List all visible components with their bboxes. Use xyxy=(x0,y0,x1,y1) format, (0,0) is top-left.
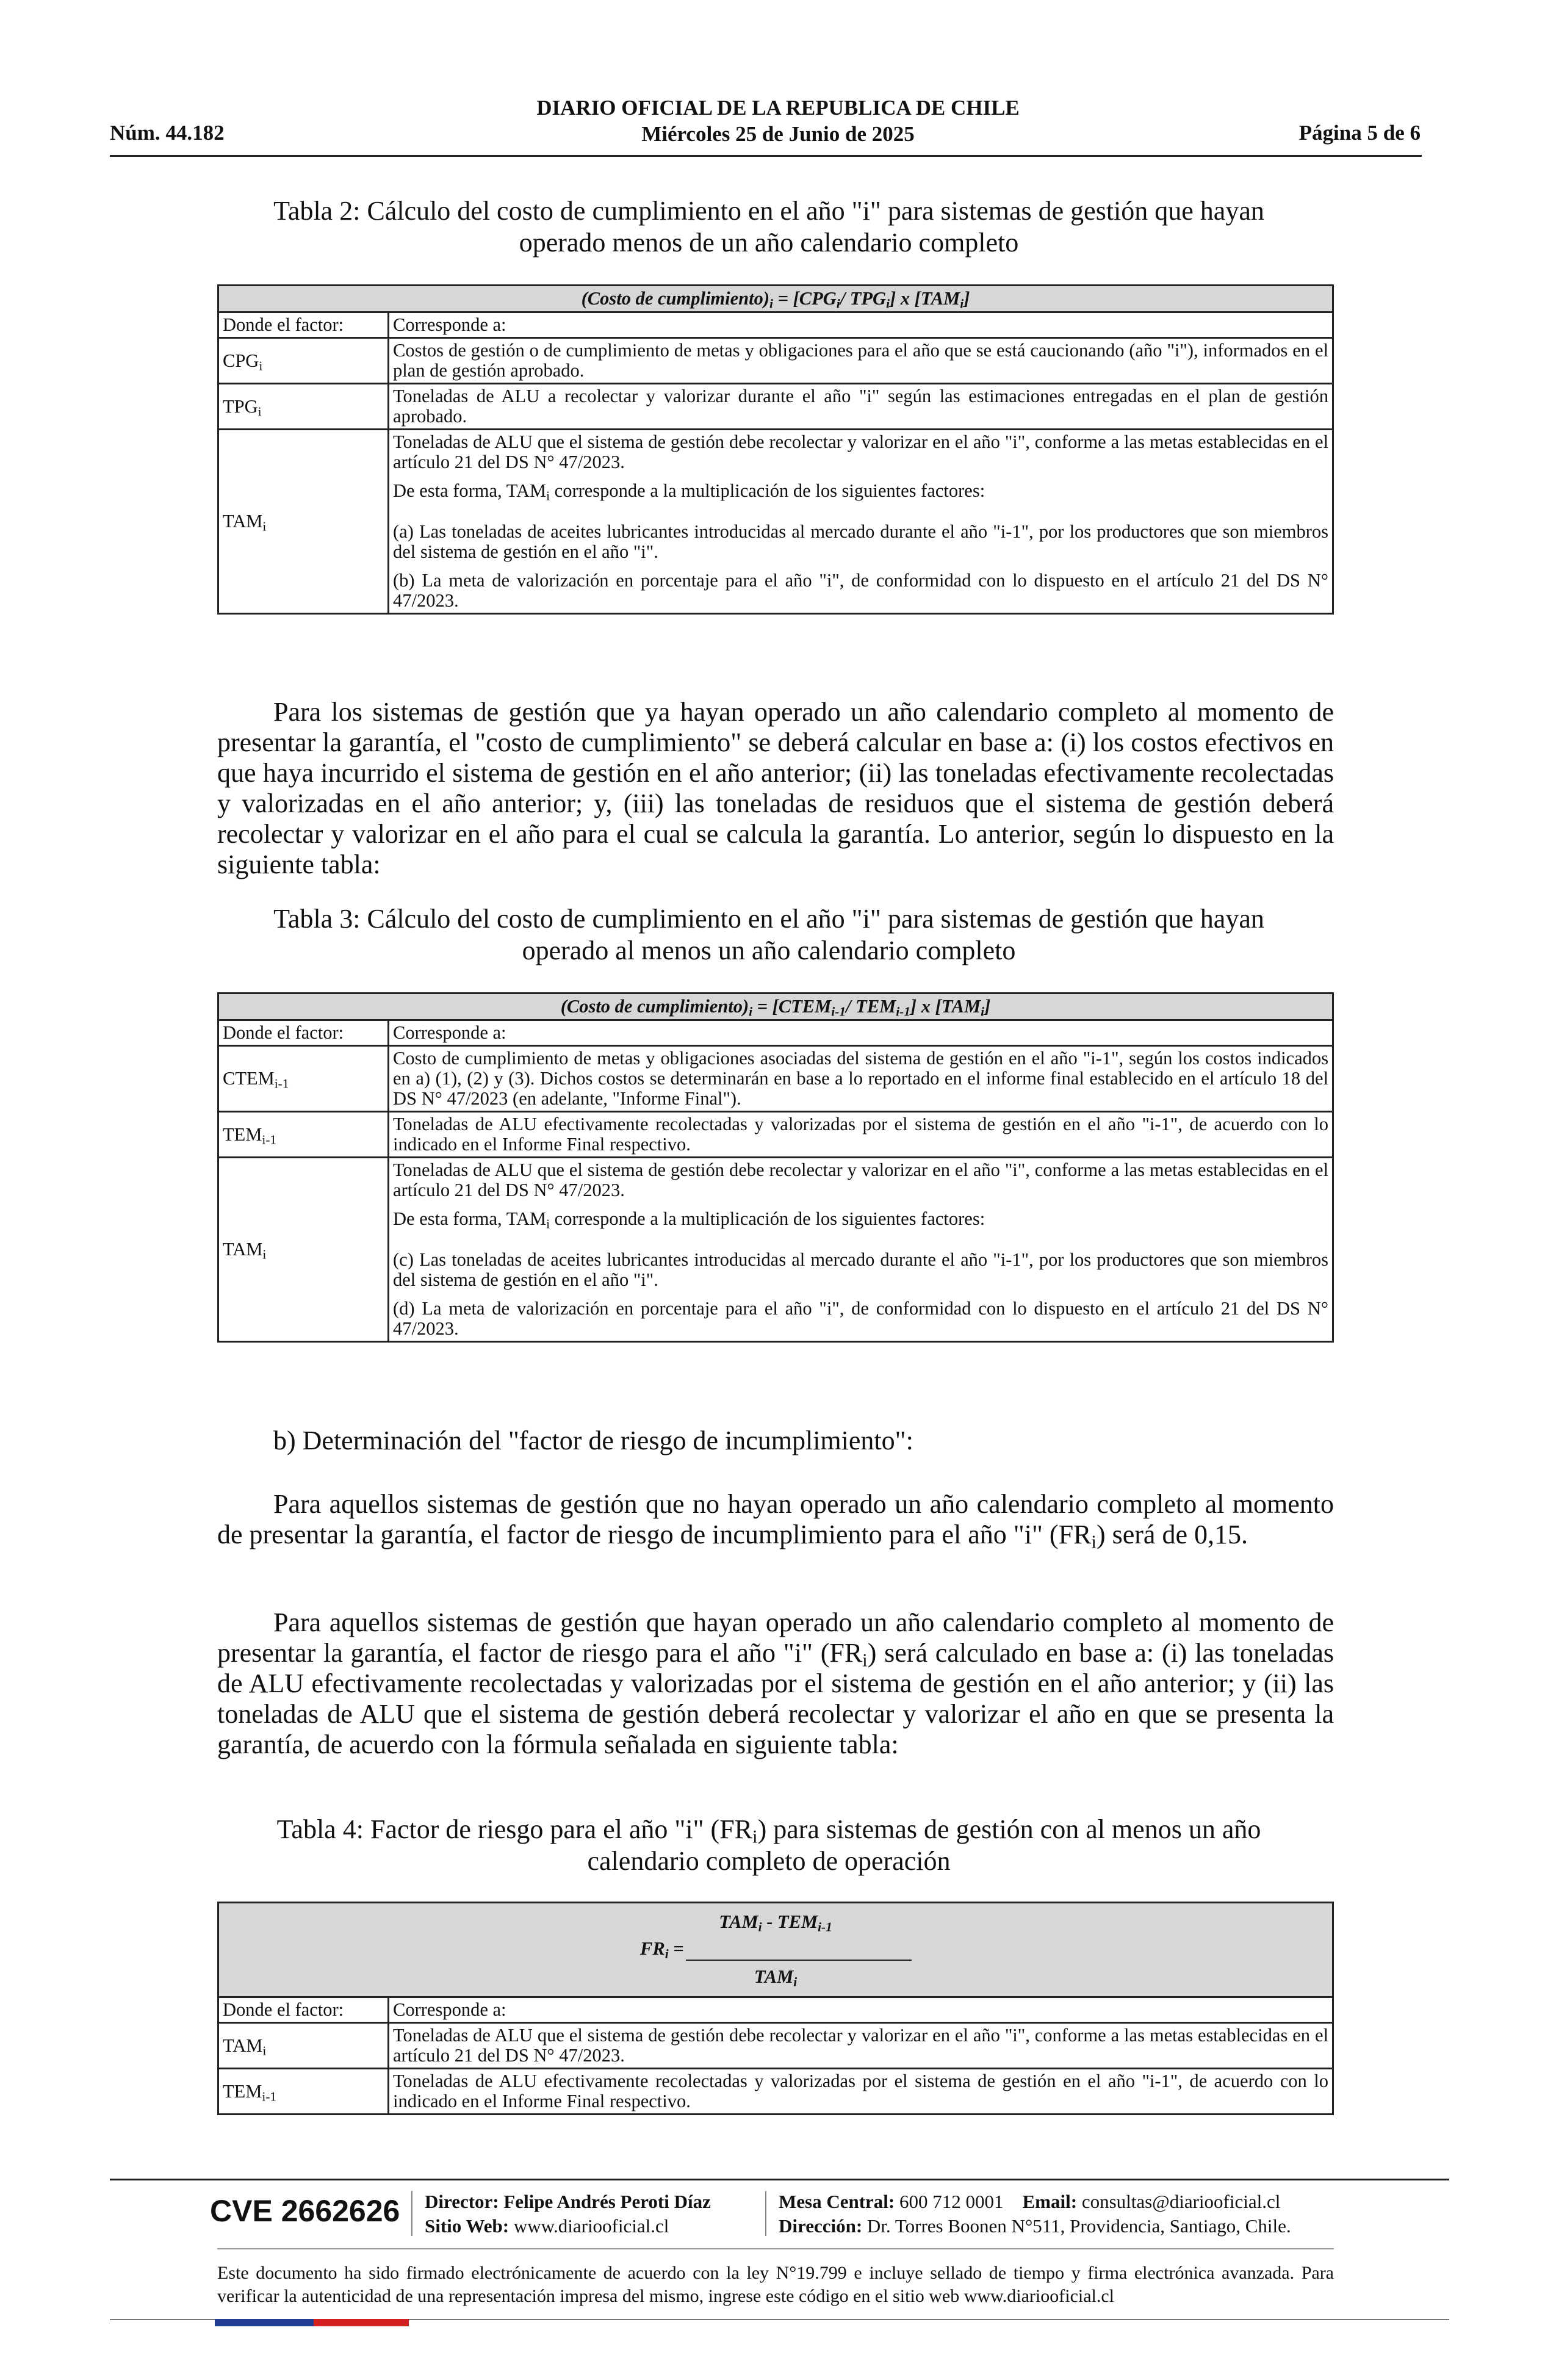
tabla2-formula: (Costo de $cumplimiento)_i = [CPG_i/$ $TPG_i$] x $[TAM_i]$ xyxy=(218,286,1333,312)
footer-director: Director: Felipe Andrés Peroti Díaz xyxy=(425,2191,711,2212)
tabla2-caption xyxy=(201,195,1336,259)
tabla2 xyxy=(217,284,1334,615)
desc-cell: Toneladas de ALU a recolectar y valorizar durante el año "i" según las estimaciones entregadas en el plan de gestión aprobado. xyxy=(389,384,1333,430)
fraction-bar xyxy=(686,1960,912,1961)
tabla4-formula xyxy=(218,1903,1333,1997)
web-link[interactable]: www.diariooficial.cl xyxy=(513,2215,669,2237)
factor-cell: $TAM_i$ xyxy=(218,1158,389,1342)
table-row xyxy=(218,430,1333,614)
tabla3 xyxy=(217,992,1334,1343)
footer-mid-rule xyxy=(217,2248,1334,2249)
flag-bar-blue xyxy=(215,2319,314,2326)
tabla2-caption-line1: Tabla 2: Cálculo del costo de cumplimiento en el año "i" para sistemas de gestión que hayan xyxy=(273,196,1264,226)
table-row xyxy=(218,338,1333,384)
cve-code: CVE 2662626 xyxy=(210,2194,400,2228)
formula-numerator: $TAM_i - TEM_{i-1}$ xyxy=(719,1911,832,1935)
table-row xyxy=(218,1046,1333,1112)
col-factor-header: Donde el factor: xyxy=(218,1020,389,1046)
footer-top-rule xyxy=(110,2179,1449,2180)
col-corresponde-header: Corresponde a: xyxy=(389,1997,1333,2023)
table-row xyxy=(218,1112,1333,1158)
desc-cell: Costos de gestión o de cumplimiento de metas y obligaciones para el año que se está caucionando (año "i"), informados en el plan de gestión aprobado. xyxy=(389,338,1333,384)
footer-legal-notice: Este documento ha sido firmado electrónicamente de acuerdo con la ley N°19.799 e incluye sellado de tiempo y firma electrónica avanzada. Para verificar la autenticidad de una representación impresa del mismo, ingrese este código en el sitio web www.diariooficial.cl xyxy=(217,2263,1334,2306)
tabla2-caption-line2: operado menos de un año calendario completo xyxy=(519,228,1019,258)
footer-separator xyxy=(411,2191,412,2236)
section-heading-b: b) Determinación del "factor de riesgo de incumplimiento": xyxy=(273,1426,913,1455)
factor-cell: $TPG_i$ xyxy=(218,384,389,430)
desc-cell: Costo de cumplimiento de metas y obligaciones asociadas del sistema de gestión en el año "i-1", según los costos indicados en a) (1), (2) y (3). Dichos costos se determinarán en base a lo reportado en el informe final establecido en el artículo 18 del DS N° 47/2023 (en adelante, "Informe Final"). xyxy=(389,1046,1333,1112)
col-factor-header: Donde el factor: xyxy=(218,312,389,338)
col-corresponde-header: Corresponde a: xyxy=(389,1020,1333,1046)
header-rule xyxy=(110,155,1422,157)
factor-cell: $TAM_i$ xyxy=(218,2023,389,2069)
paragraph-factor-riesgo-nuevos: Para aquellos sistemas de gestión que no hayan operado un año calendario completo al momento de presentar la garantía, el factor de riesgo de incumplimiento para el año "i" $(FR_i)$ será de 0,15. xyxy=(217,1489,1334,1552)
table-row xyxy=(218,384,1333,430)
factor-cell: $CPG_i$ xyxy=(218,338,389,384)
footer-separator xyxy=(765,2191,766,2236)
desc-cell: Toneladas de ALU que el sistema de gestión debe recolectar y valorizar en el año "i", conforme a las metas establecidas en el artículo 21 del DS N° 47/2023. De esta forma, $TAM_i$ corresponde a la multiplicación de los siguientes factores: (c) Las toneladas de aceites lubricantes introducidas al mercado durante el año "i-1", por los productores que son miembros del sistema de gestión en el año "i". (d) La meta de valorización en porcentaje para el año "i", de conformidad con lo dispuesto en el artículo 21 del DS N° 47/2023. xyxy=(389,1158,1333,1342)
desc-cell: Toneladas de ALU efectivamente recolectadas y valorizadas por el sistema de gestión en el año "i-1", de acuerdo con lo indicado en el Informe Final respectivo. xyxy=(389,1112,1333,1158)
factor-cell: $TEM_{i-1}$ xyxy=(218,2069,389,2115)
footer-address: Dirección: Dr. Torres Boonen N°511, Providencia, Santiago, Chile. xyxy=(779,2215,1291,2237)
footer-web: Sitio Web: www.diariooficial.cl xyxy=(425,2215,669,2237)
issue-number: Núm. 44.182 xyxy=(110,121,225,145)
formula-lhs: $FR_i$ = xyxy=(640,1938,684,1961)
table-row xyxy=(218,2069,1333,2115)
issue-date: Miércoles 25 de Junio de 2025 xyxy=(641,122,915,146)
table-row xyxy=(218,1158,1333,1342)
footer-mesa-email: Mesa Central: 600 712 0001 Email: consultas@diariooficial.cl xyxy=(779,2191,1281,2212)
page-number: Página 5 de 6 xyxy=(1298,121,1421,145)
email-link[interactable]: consultas@diariooficial.cl xyxy=(1081,2191,1281,2212)
newspaper-title: DIARIO OFICIAL DE LA REPUBLICA DE CHILE xyxy=(536,96,1020,120)
table-row xyxy=(218,2023,1333,2069)
col-factor-header: Donde el factor: xyxy=(218,1997,389,2023)
desc-cell: Toneladas de ALU que el sistema de gestión debe recolectar y valorizar en el año "i", conforme a las metas establecidas en el artículo 21 del DS N° 47/2023. De esta forma, $TAM_i$ corresponde a la multiplicación de los siguientes factores: (a) Las toneladas de aceites lubricantes introducidas al mercado durante el año "i-1", por los productores que son miembros del sistema de gestión en el año "i". (b) La meta de valorización en porcentaje para el año "i", de conformidad con lo dispuesto en el artículo 21 del DS N° 47/2023. xyxy=(389,430,1333,614)
desc-cell: Toneladas de ALU efectivamente recolectadas y valorizadas por el sistema de gestión en el año "i-1", de acuerdo con lo indicado en el Informe Final respectivo. xyxy=(389,2069,1333,2115)
tabla4-caption: Tabla 4: Factor de riesgo para el año "i" $(FR_i)$ para sistemas de gestión con al menos un año calendario completo de operación xyxy=(276,1814,1261,1876)
paragraph-costo-cumplimiento: Para los sistemas de gestión que ya hayan operado un año calendario completo al momento de presentar la garantía, el "costo de cumplimiento" se deberá calcular en base a: (i) los costos efectivos en que haya incurrido el sistema de gestión en el año anterior; (ii) las toneladas efectivamente recolectadas y valorizadas en el año anterior; y, (iii) las toneladas de residuos que el sistema de gestión deberá recolectar y valorizar en el año para el cual se calcula la garantía. Lo anterior, según lo dispuesto en la siguiente tabla: xyxy=(217,697,1334,879)
factor-cell: $CTEM_{i-1}$ xyxy=(218,1046,389,1112)
paragraph-factor-riesgo-operados: Para aquellos sistemas de gestión que hayan operado un año calendario completo al momento de presentar la garantía, el factor de riesgo para el año "i" $(FR_i)$ será calculado en base a: (i) las toneladas de ALU efectivamente recolectadas y valorizadas por el sistema de gestión en el año anterior; y (ii) las toneladas de ALU que el sistema de gestión deberá recolectar y valorizar el año en que se presenta la garantía, de acuerdo con la fórmula señalada en siguiente tabla: xyxy=(217,1607,1334,1759)
tabla3-formula: (Costo de $cumplimiento)_i$ = [$CTEM_{i-1}/$ $TEM_{i-1}$] x $[TAM_i]$ xyxy=(218,993,1333,1020)
tabla4 xyxy=(217,1902,1334,2115)
flag-bar-red xyxy=(314,2319,409,2326)
desc-cell: Toneladas de ALU que el sistema de gestión debe recolectar y valorizar en el año "i", conforme a las metas establecidas en el artículo 21 del DS N° 47/2023. xyxy=(389,2023,1333,2069)
formula-denominator: $TAM_i$ xyxy=(754,1966,798,1989)
tabla3-caption: Tabla 3: Cálculo del costo de cumplimiento en el año "i" para sistemas de gestión que hayan operado al menos un año calendario completo xyxy=(273,904,1264,965)
col-corresponde-header: Corresponde a: xyxy=(389,312,1333,338)
factor-cell: $TEM_{i-1}$ xyxy=(218,1112,389,1158)
factor-cell: $TAM_i$ xyxy=(218,430,389,614)
